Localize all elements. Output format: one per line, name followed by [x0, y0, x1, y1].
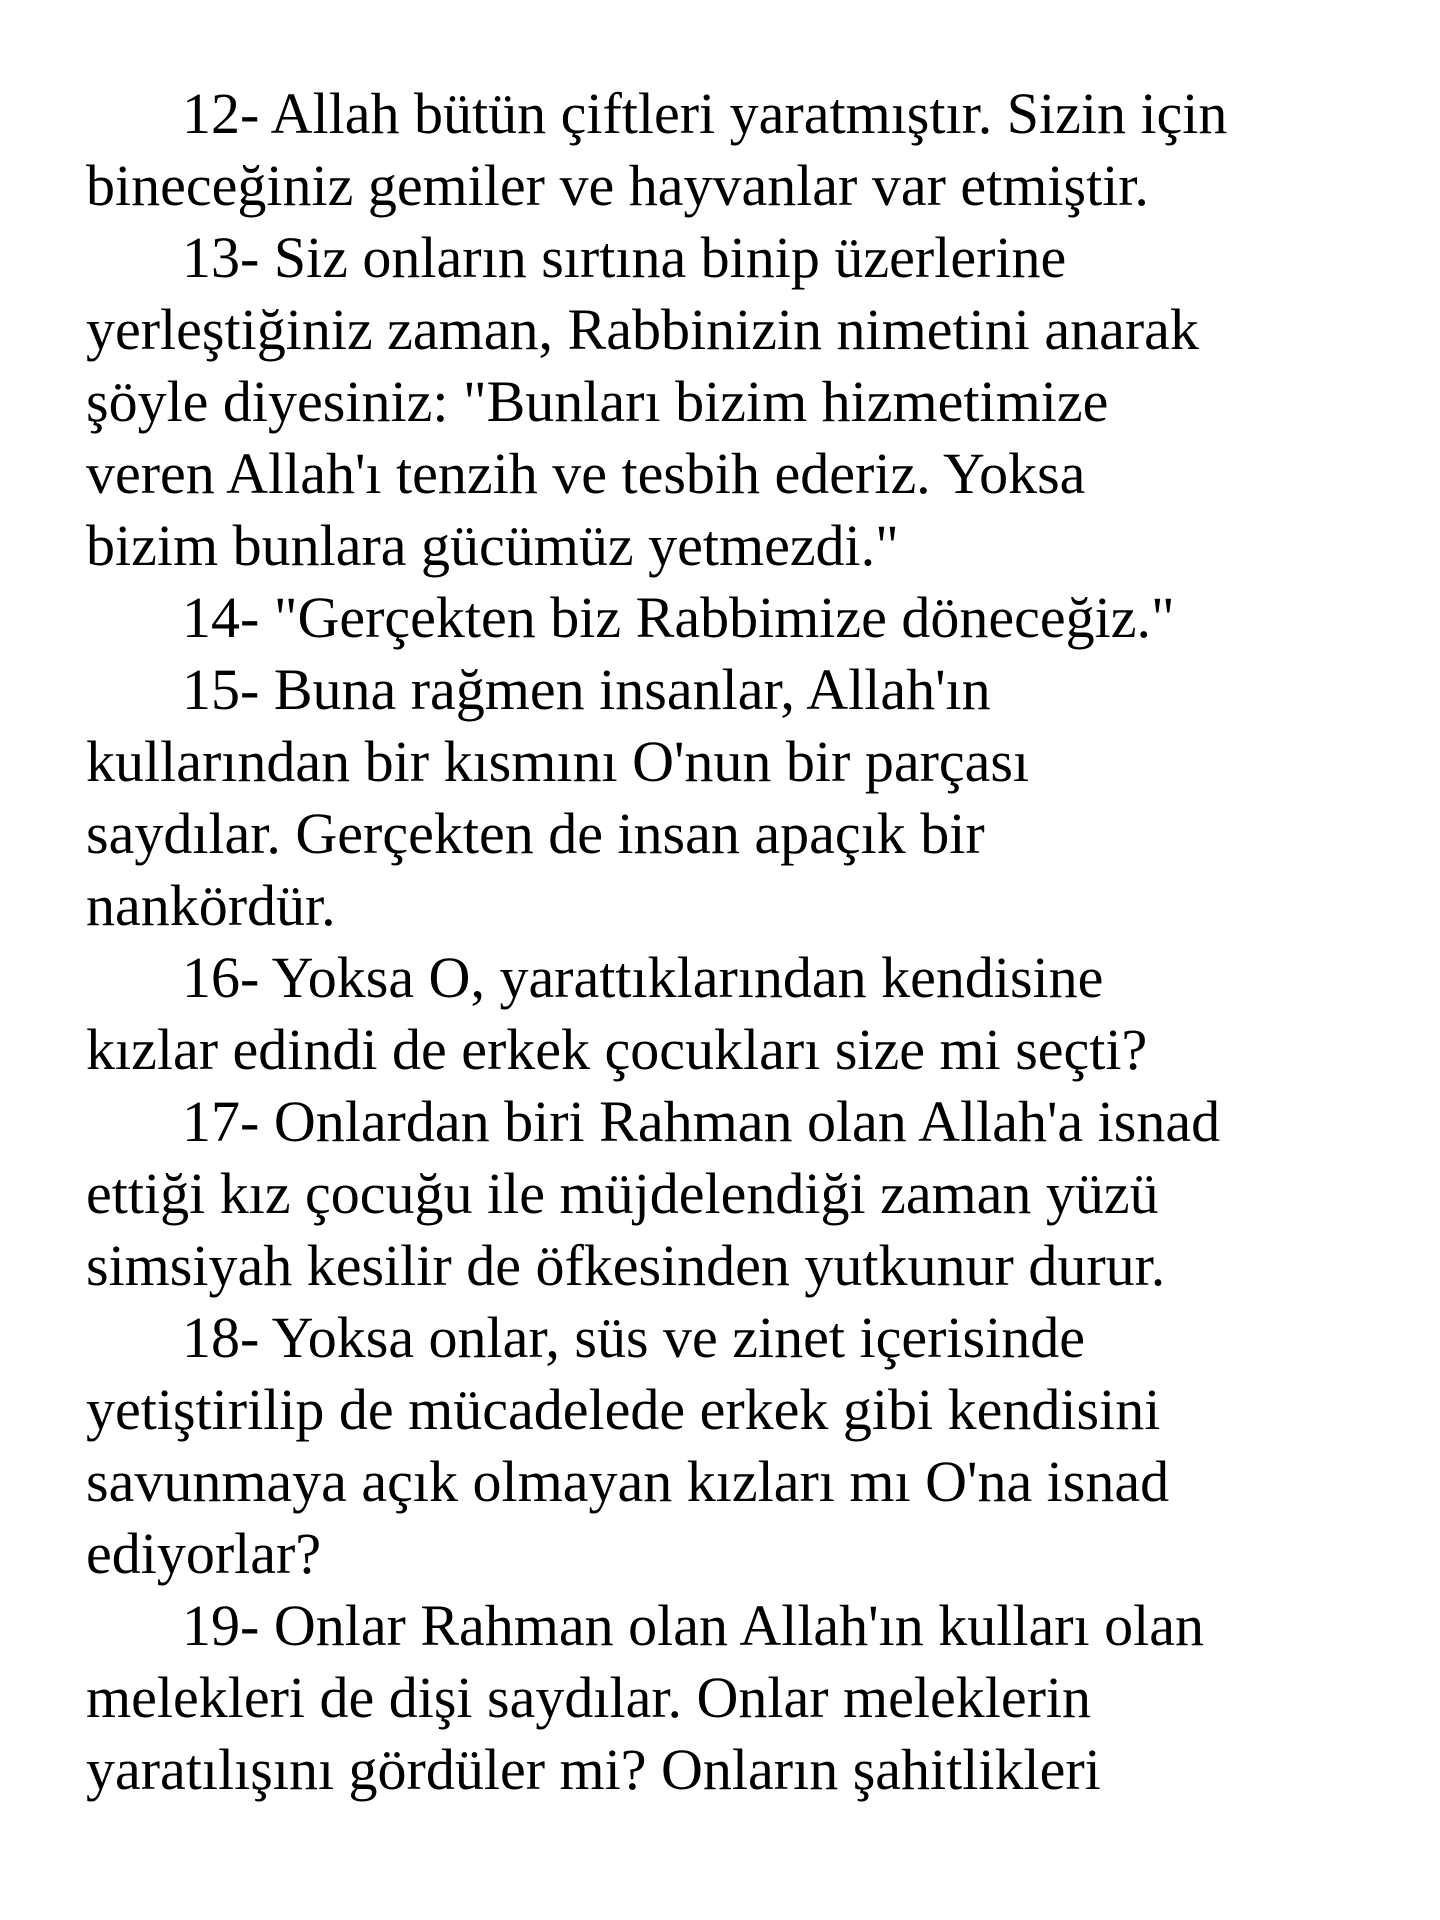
text-line: 15- Buna rağmen insanlar, Allah'ın: [182, 657, 991, 722]
text-line: 14- "Gerçekten biz Rabbimize döneceğiz.": [182, 585, 1175, 650]
text-line: nankördür.: [86, 873, 336, 938]
text-line: 19- Onlar Rahman olan Allah'ın kulları olan: [182, 1593, 1204, 1658]
text-line: 16- Yoksa O, yarattıklarından kendisine: [182, 945, 1104, 1010]
text-line: melekleri de dişi saydılar. Onlar meleklerin: [86, 1665, 1092, 1730]
text-line: ettiği kız çocuğu ile müjdelendiği zaman yüzü: [86, 1161, 1159, 1226]
text-line: yetiştirilip de mücadelede erkek gibi kendisini: [86, 1377, 1161, 1442]
text-line: veren Allah'ı tenzih ve tesbih ederiz. Yoksa: [86, 441, 1086, 506]
text-line: bineceğiniz gemiler ve hayvanlar var etmiştir.: [86, 153, 1149, 218]
text-line: yerleştiğiniz zaman, Rabbinizin nimetini anarak: [86, 297, 1199, 362]
verse-text-block: [86, 78, 1386, 1806]
text-line: savunmaya açık olmayan kızları mı O'na isnad: [86, 1449, 1170, 1514]
text-line: 17- Onlardan biri Rahman olan Allah'a isnad: [182, 1089, 1221, 1154]
text-line: saydılar. Gerçekten de insan apaçık bir: [86, 801, 985, 866]
text-line: ediyorlar?: [86, 1521, 322, 1586]
text-line: simsiyah kesilir de öfkesinden yutkunur durur.: [86, 1233, 1166, 1298]
text-line: yaratılışını gördüler mi? Onların şahitlikleri: [86, 1737, 1101, 1802]
text-line: 18- Yoksa onlar, süs ve zinet içerisinde: [182, 1305, 1085, 1370]
text-line: 12- Allah bütün çiftleri yaratmıştır. Sizin için: [182, 81, 1228, 146]
text-line: kullarından bir kısmını O'nun bir parçası: [86, 729, 1030, 794]
text-line: bizim bunlara gücümüz yetmezdi.": [86, 513, 899, 578]
text-line: şöyle diyesiniz: "Bunları bizim hizmetimize: [86, 369, 1109, 434]
text-line: kızlar edindi de erkek çocukları size mi seçti?: [86, 1017, 1148, 1082]
text-line: 13- Siz onların sırtına binip üzerlerine: [182, 225, 1067, 290]
